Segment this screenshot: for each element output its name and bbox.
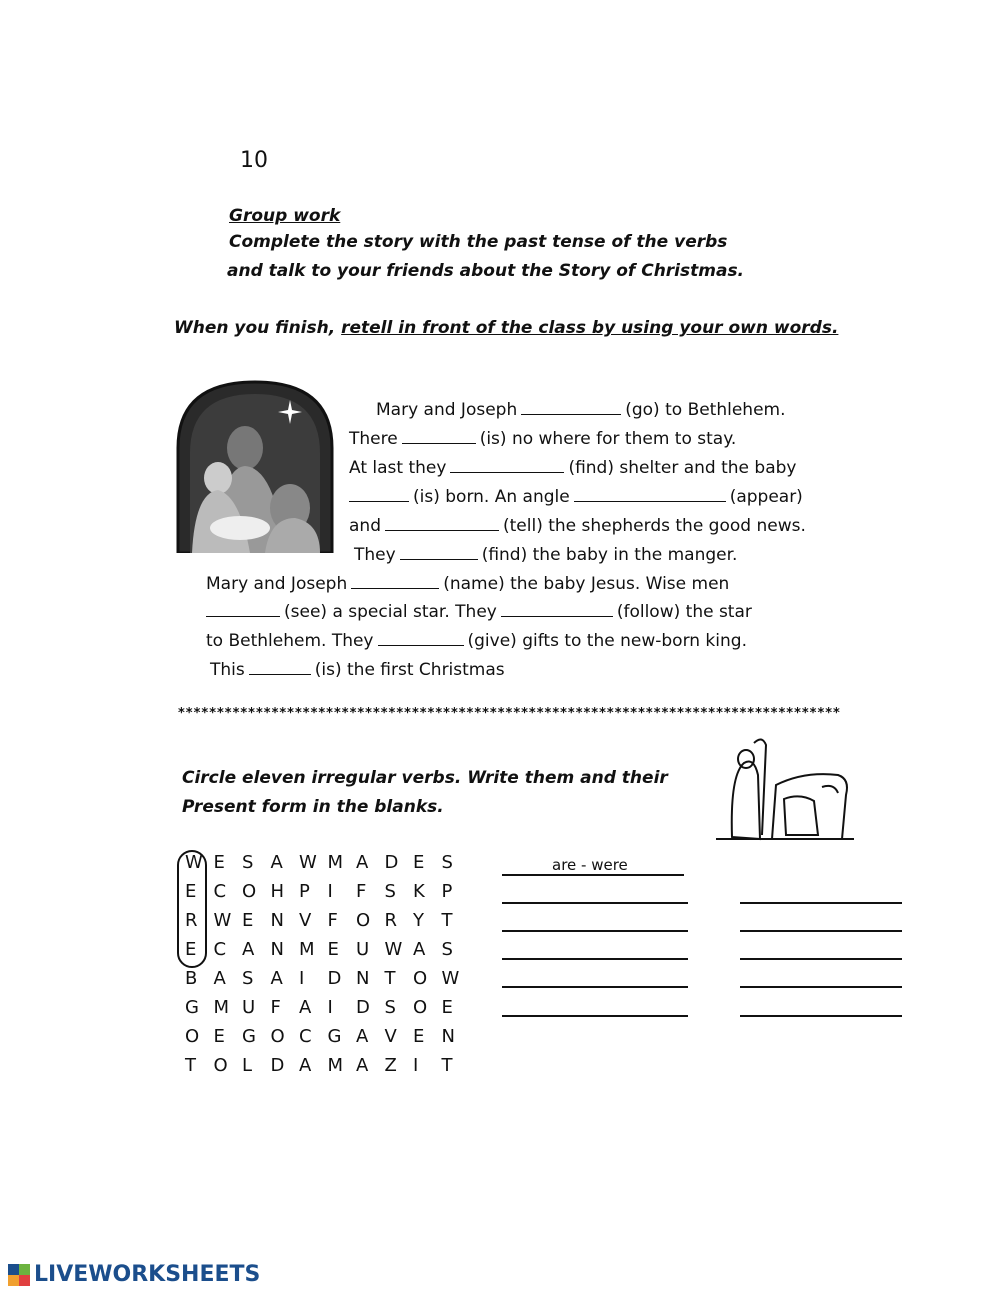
retell-instruction — [174, 318, 838, 338]
grid-letter[interactable]: A — [213, 968, 226, 989]
answer-line-5-left[interactable] — [502, 986, 688, 988]
grid-letter[interactable]: M — [299, 939, 315, 960]
grid-letter[interactable]: R — [185, 910, 198, 931]
separator-stars: ************************************************************************************* — [178, 706, 841, 721]
grid-letter[interactable]: P — [299, 881, 310, 902]
logo-icon — [8, 1264, 30, 1286]
grid-letter[interactable]: M — [327, 1055, 344, 1076]
word-search-grid — [185, 852, 470, 1084]
grid-letter[interactable]: N — [270, 910, 284, 931]
grid-letter[interactable]: O — [413, 968, 428, 989]
grid-letter[interactable]: O — [242, 881, 257, 902]
story-line-6: They (find) the baby in the manger. — [354, 545, 738, 565]
grid-letter[interactable]: B — [185, 968, 198, 989]
story-blank-9[interactable] — [206, 602, 280, 617]
answer-line-3-left[interactable] — [502, 930, 688, 932]
grid-row — [185, 1026, 470, 1055]
grid-row — [185, 910, 470, 939]
grid-letter[interactable]: P — [441, 881, 453, 902]
story-blank-4[interactable] — [349, 487, 409, 502]
liveworksheets-logo — [8, 1262, 260, 1287]
grid-letter[interactable]: D — [270, 1055, 285, 1076]
grid-letter[interactable]: E — [327, 939, 339, 960]
grid-letter[interactable]: E — [413, 852, 425, 873]
grid-row — [185, 939, 470, 968]
grid-letter[interactable]: G — [327, 1026, 342, 1047]
page-number: 10 — [240, 148, 268, 173]
grid-letter[interactable]: C — [299, 1026, 312, 1047]
grid-letter[interactable]: A — [242, 939, 255, 960]
grid-letter[interactable]: L — [242, 1055, 253, 1076]
instruction-line-1: Complete the story with the past tense of the verbs — [229, 232, 728, 252]
story-blank-11[interactable] — [378, 631, 464, 646]
shepherd-illustration — [714, 735, 856, 845]
story-blank-12[interactable] — [249, 660, 311, 675]
grid-letter[interactable]: C — [213, 881, 227, 902]
grid-letter[interactable]: R — [384, 910, 398, 931]
grid-letter[interactable]: F — [356, 881, 367, 902]
grid-letter[interactable]: C — [213, 939, 227, 960]
circle-instruction-2: Present form in the blanks. — [182, 797, 444, 817]
answer-line-6-left[interactable] — [502, 1015, 688, 1017]
grid-letter[interactable]: V — [384, 1026, 397, 1047]
grid-letter[interactable]: E — [185, 881, 197, 902]
grid-letter[interactable]: O — [356, 910, 371, 931]
grid-letter[interactable]: M — [213, 997, 230, 1018]
grid-letter[interactable]: N — [441, 1026, 455, 1047]
story-line-1: Mary and Joseph (go) to Bethlehem. — [376, 400, 786, 420]
grid-letter[interactable]: G — [242, 1026, 256, 1047]
answer-line-2-right[interactable] — [740, 902, 902, 904]
heading-group-work: Group work — [229, 206, 341, 226]
story-blank-1[interactable] — [521, 400, 621, 415]
grid-letter[interactable]: S — [242, 968, 254, 989]
nativity-illustration — [170, 378, 340, 553]
story-line-3: At last they (find) shelter and the baby — [349, 458, 797, 478]
grid-row — [185, 997, 470, 1026]
grid-letter[interactable]: E — [213, 852, 225, 873]
grid-letter[interactable]: O — [213, 1055, 228, 1076]
grid-letter[interactable]: I — [327, 881, 333, 902]
grid-letter[interactable]: T — [441, 910, 453, 931]
grid-letter[interactable]: O — [413, 997, 428, 1018]
grid-letter[interactable]: S — [384, 881, 396, 902]
grid-letter[interactable]: E — [213, 1026, 225, 1047]
grid-letter[interactable]: T — [185, 1055, 196, 1076]
instruction-line-2: and talk to your friends about the Story of Christmas. — [227, 261, 745, 281]
grid-letter[interactable]: O — [270, 1026, 285, 1047]
grid-row — [185, 1055, 470, 1084]
grid-letter[interactable]: S — [441, 939, 453, 960]
story-blank-6[interactable] — [385, 516, 499, 531]
grid-letter[interactable]: M — [327, 852, 344, 873]
retell-prefix: When you finish, — [174, 318, 342, 338]
logo-text: LIVEWORKSHEETS — [34, 1262, 261, 1287]
grid-letter[interactable]: O — [185, 1026, 200, 1047]
grid-letter[interactable]: A — [299, 1055, 312, 1076]
answer-line-2-left[interactable] — [502, 902, 688, 904]
story-line-4: (is) born. An angle (appear) — [349, 487, 803, 507]
answer-line-6-right[interactable] — [740, 1015, 902, 1017]
story-line-2: There (is) no where for them to stay. — [349, 429, 737, 449]
grid-row — [185, 852, 470, 881]
grid-letter[interactable]: I — [413, 1055, 419, 1076]
grid-letter[interactable]: D — [384, 852, 399, 873]
story-line-7: Mary and Joseph (name) the baby Jesus. Wise men — [206, 574, 730, 594]
grid-letter[interactable]: Y — [413, 910, 424, 931]
grid-letter[interactable]: U — [242, 997, 256, 1018]
grid-letter[interactable]: W — [213, 910, 232, 931]
grid-letter[interactable]: E — [242, 910, 254, 931]
grid-letter[interactable]: A — [270, 968, 283, 989]
grid-letter[interactable]: T — [441, 1055, 453, 1076]
grid-letter[interactable]: I — [299, 968, 305, 989]
answer-line-1-left[interactable] — [502, 874, 684, 876]
answer-line-3-right[interactable] — [740, 930, 902, 932]
grid-letter[interactable]: I — [327, 997, 333, 1018]
grid-letter[interactable]: A — [270, 852, 283, 873]
grid-letter[interactable]: F — [270, 997, 281, 1018]
story-blank-3[interactable] — [450, 458, 564, 473]
story-blank-8[interactable] — [351, 574, 439, 589]
grid-letter[interactable]: E — [441, 997, 453, 1018]
answer-line-4-right[interactable] — [740, 958, 902, 960]
story-blank-5[interactable] — [574, 487, 726, 502]
grid-letter[interactable]: D — [356, 997, 370, 1018]
story-line-8: (see) a special star. They (follow) the star — [206, 602, 752, 622]
grid-letter[interactable]: W — [441, 968, 460, 989]
grid-letter[interactable]: S — [441, 852, 453, 873]
grid-letter[interactable]: K — [413, 881, 425, 902]
grid-letter[interactable]: T — [384, 968, 396, 989]
grid-letter[interactable]: N — [356, 968, 370, 989]
story-blank-10[interactable] — [501, 602, 613, 617]
retell-underlined: retell in front of the class by using your own words. — [341, 318, 839, 338]
circle-instruction-1: Circle eleven irregular verbs. Write them and their — [182, 768, 668, 788]
grid-letter[interactable]: E — [185, 939, 197, 960]
grid-letter[interactable]: W — [299, 852, 317, 873]
story-blank-7[interactable] — [400, 545, 478, 560]
grid-letter[interactable]: N — [270, 939, 284, 960]
grid-letter[interactable]: S — [242, 852, 254, 873]
grid-letter[interactable]: A — [356, 852, 369, 873]
answer-line-5-right[interactable] — [740, 986, 902, 988]
grid-letter[interactable]: W — [384, 939, 403, 960]
example-answer: are - were — [552, 856, 628, 874]
grid-letter[interactable]: A — [356, 1026, 369, 1047]
grid-row — [185, 881, 470, 910]
grid-letter[interactable]: D — [327, 968, 342, 989]
grid-letter[interactable]: U — [356, 939, 370, 960]
grid-letter[interactable]: A — [356, 1055, 369, 1076]
grid-letter[interactable]: Z — [384, 1055, 397, 1076]
grid-letter[interactable]: F — [327, 910, 338, 931]
grid-letter[interactable]: W — [185, 852, 203, 873]
story-line-5: and (tell) the shepherds the good news. — [349, 516, 806, 536]
answer-line-4-left[interactable] — [502, 958, 688, 960]
grid-letter[interactable]: H — [270, 881, 285, 902]
story-line-9: to Bethlehem. They (give) gifts to the new-born king. — [206, 631, 747, 651]
grid-letter[interactable]: S — [384, 997, 396, 1018]
grid-letter[interactable]: A — [413, 939, 426, 960]
grid-letter[interactable]: V — [299, 910, 312, 931]
story-line-10: This (is) the first Christmas — [210, 660, 505, 680]
grid-row — [185, 968, 470, 997]
grid-letter[interactable]: A — [299, 997, 312, 1018]
grid-letter[interactable]: E — [413, 1026, 425, 1047]
story-blank-2[interactable] — [402, 429, 476, 444]
grid-letter[interactable]: G — [185, 997, 199, 1018]
